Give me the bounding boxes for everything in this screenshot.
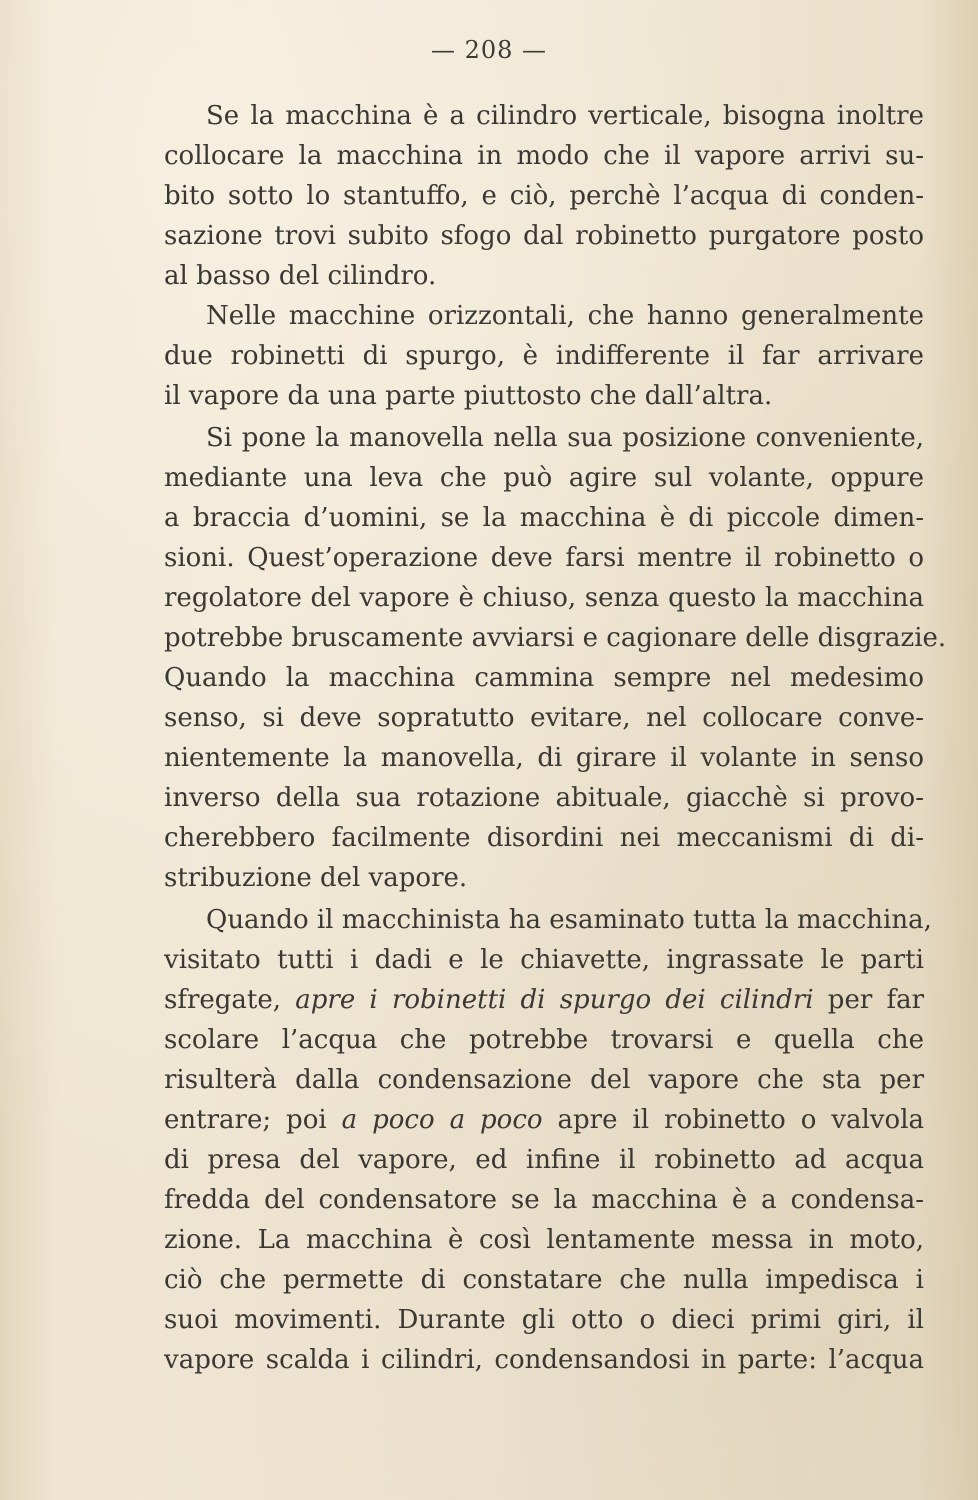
text-line: zione. La macchina è così lentamente messa in moto,	[164, 1225, 924, 1255]
page-number: — 208 —	[430, 36, 548, 64]
text-line: Si pone la manovella nella sua posizione conveniente,	[206, 423, 924, 453]
text-line: di presa del vapore, ed infine il robinetto ad acqua	[164, 1145, 924, 1175]
line-text: sfregate,	[164, 985, 282, 1015]
text-line: suoi movimenti. Durante gli otto o dieci primi giri, il	[164, 1305, 924, 1335]
text-line: risulterà dalla condensazione del vapore che sta per	[164, 1065, 924, 1095]
text-line: ciò che permette di constatare che nulla impedisca i	[164, 1265, 924, 1295]
text-line: visitato tutti i dadi e le chiavette, ingrassate le parti	[164, 945, 924, 975]
text-line: il vapore da una parte piuttosto che dall’altra.	[164, 381, 773, 411]
text-line: al basso del cilindro.	[164, 261, 437, 291]
text-line: collocare la macchina in modo che il vapore arrivi su-	[164, 141, 924, 171]
text-line: Quando il macchinista ha esaminato tutta la macchina,	[206, 905, 932, 935]
italic-phrase: a poco a poco	[341, 1105, 543, 1135]
text-line: sazione trovi subito sfogo dal robinetto purgatore posto	[164, 221, 924, 251]
text-line: a braccia d’uomini, se la macchina è di piccole dimen-	[164, 503, 924, 533]
text-line: stribuzione del vapore.	[164, 863, 468, 893]
text-line-with-italic	[164, 980, 924, 1020]
text-line: inverso della sua rotazione abituale, giacchè si provo-	[164, 783, 924, 813]
text-line: Se la macchina è a cilindro verticale, bisogna inoltre	[206, 101, 924, 131]
line-text: apre il robinetto o valvola	[557, 1105, 925, 1135]
text-line: sioni. Quest’operazione deve farsi mentre il robinetto o	[164, 543, 924, 573]
line-text: per far	[827, 985, 925, 1015]
text-line: vapore scalda i cilindri, condensandosi in parte: l’acqua	[164, 1345, 924, 1375]
text-line: regolatore del vapore è chiuso, senza questo la macchina	[164, 583, 924, 613]
line-text: entrare; poi	[164, 1105, 327, 1135]
text-line: nientemente la manovella, di girare il volante in senso	[164, 743, 924, 773]
text-line: scolare l’acqua che potrebbe trovarsi e quella che	[164, 1025, 924, 1055]
text-line: senso, si deve sopratutto evitare, nel collocare conve-	[164, 703, 924, 733]
text-line: bito sotto lo stantuffo, e ciò, perchè l’acqua di conden-	[164, 181, 924, 211]
text-line-with-italic	[164, 1100, 924, 1140]
text-line: cherebbero facilmente disordini nei meccanismi di di-	[164, 823, 924, 853]
text-line: potrebbe bruscamente avviarsi e cagionare delle disgrazie.	[164, 623, 947, 653]
text-line: due robinetti di spurgo, è indifferente il far arrivare	[164, 341, 924, 371]
italic-phrase: apre i robinetti di spurgo dei cilindri	[295, 985, 814, 1015]
text-line: fredda del condensatore se la macchina è a condensa-	[164, 1185, 924, 1215]
text-line: Quando la macchina cammina sempre nel medesimo	[164, 663, 924, 693]
text-line: mediante una leva che può agire sul volante, oppure	[164, 463, 924, 493]
text-line: Nelle macchine orizzontali, che hanno generalmente	[206, 301, 924, 331]
